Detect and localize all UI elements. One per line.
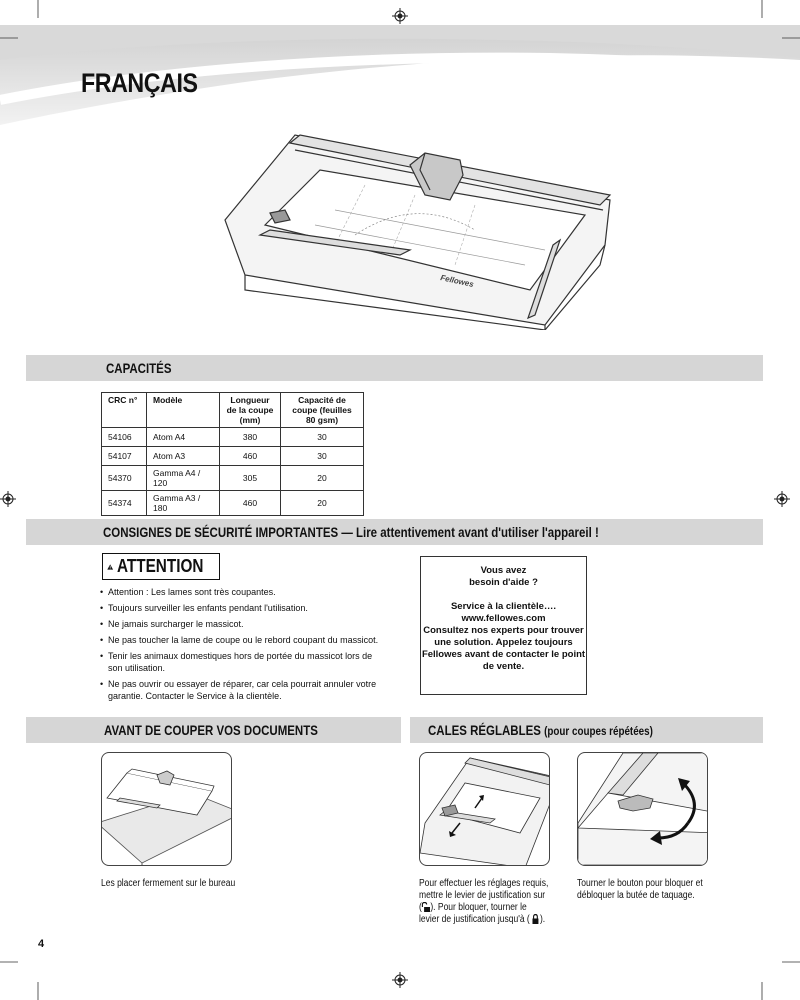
adjustable-stops-title-main: CALES RÉGLABLES [428, 722, 541, 738]
desk-image [101, 752, 232, 866]
safety-section-header [26, 519, 763, 545]
lock-knob-illustration [578, 753, 707, 865]
adjustable-stops-title [428, 722, 653, 738]
table-cell: Atom A4 [147, 428, 220, 447]
table-cell: 30 [281, 428, 364, 447]
adjustable-stops-header [410, 717, 763, 743]
lever-caption [419, 878, 564, 926]
list-item: • Ne jamais surcharger le massicot. [100, 618, 380, 630]
before-cutting-header [26, 717, 401, 743]
table-cell: 20 [281, 466, 364, 491]
table-row [102, 447, 364, 466]
help-text: de vente. [482, 661, 525, 672]
help-text: Service à la clientèle…. [450, 601, 557, 612]
help-text: Fellowes avant de contacter le point [421, 649, 586, 660]
page-number: 4 [38, 938, 45, 950]
registration-mark-icon [392, 8, 408, 24]
table-header: Longueur de la coupe (mm) [220, 393, 281, 428]
adjustable-stops-title-sub: (pour coupes répétées) [544, 724, 653, 738]
table-row [102, 491, 364, 516]
table-header-row [102, 393, 364, 428]
caption-line: mettre le levier de justification sur [419, 890, 546, 901]
trimmer-illustration [215, 125, 620, 330]
capacity-section-header [26, 355, 763, 381]
trimmer-on-desk-illustration [102, 753, 231, 865]
caption-line: Tourner le bouton pour bloquer et [577, 878, 703, 889]
table-cell: 54106 [102, 428, 147, 447]
table-cell: 54374 [102, 491, 147, 516]
table-row [102, 428, 364, 447]
safety-list [100, 586, 380, 706]
table-cell: 380 [220, 428, 281, 447]
caption-line-text: levier de justification jusqu'à ( [419, 914, 530, 925]
table-header: Modèle [147, 393, 220, 428]
table-header: Capacité de coupe (feuilles 80 gsm) [281, 393, 364, 428]
help-link[interactable]: www.fellowes.com [461, 613, 546, 624]
caption-line-text: ). Pour bloquer, tourner le [430, 902, 527, 913]
help-box [420, 556, 587, 695]
registration-mark-icon [0, 491, 16, 507]
before-cutting-caption: Les placer fermement sur le bureau [101, 878, 236, 889]
crop-marks [0, 960, 800, 1000]
caption-line: Pour effectuer les réglages requis, [419, 878, 549, 889]
brand-logo: Fellowes [439, 273, 475, 289]
capacity-table [101, 392, 364, 516]
table-cell: 30 [281, 447, 364, 466]
list-item: • Attention : Les lames sont très coupantes. [100, 586, 380, 598]
knob-caption [577, 878, 722, 902]
caption-line: ( ). Pour bloquer, tourner le [419, 902, 527, 913]
capacity-section-title: CAPACITÉS [106, 360, 172, 376]
table-cell: 54107 [102, 447, 147, 466]
list-item: • Ne pas toucher la lame de coupe ou le rebord coupant du massicot. [100, 634, 380, 646]
help-heading: Vous avez [480, 565, 527, 576]
table-row [102, 466, 364, 491]
knob-image [577, 752, 708, 866]
table-cell: 20 [281, 491, 364, 516]
list-item: • Tenir les animaux domestiques hors de portée du massicot lors de son utilisation. [100, 650, 380, 674]
attention-label [102, 553, 220, 580]
lever-image [419, 752, 550, 866]
table-cell: Gamma A4 / 120 [147, 466, 220, 491]
table-cell: 460 [220, 447, 281, 466]
help-heading: besoin d'aide ? [469, 577, 538, 588]
table-cell: Gamma A3 / 180 [147, 491, 220, 516]
table-cell: Atom A3 [147, 447, 220, 466]
table-header: CRC n° [102, 393, 147, 428]
page-title: FRANÇAIS [81, 68, 198, 98]
table-cell: 305 [220, 466, 281, 491]
caption-line-text: ). [539, 914, 546, 925]
warning-icon [107, 557, 113, 577]
table-cell: 460 [220, 491, 281, 516]
attention-text: ATTENTION [117, 556, 204, 576]
list-item: • Toujours surveiller les enfants pendant l'utilisation. [100, 602, 380, 614]
safety-section-title: CONSIGNES DE SÉCURITÉ IMPORTANTES — Lire attentivement avant d'utiliser l'appareil ! [103, 524, 599, 540]
justification-lever-illustration [420, 753, 549, 865]
help-text: une solution. Appelez toujours [434, 637, 573, 648]
before-cutting-title: AVANT DE COUPER VOS DOCUMENTS [104, 722, 318, 738]
table-cell: 54370 [102, 466, 147, 491]
registration-mark-icon [774, 491, 790, 507]
caption-line: débloquer la butée de taquage. [577, 890, 695, 901]
list-item: • Ne pas ouvrir ou essayer de réparer, car cela pourrait annuler votre garantie. Contacter le Service à la clientèle. [100, 678, 380, 702]
help-text: Consultez nos experts pour trouver [423, 625, 584, 636]
caption-line [419, 914, 564, 926]
lock-icon [531, 914, 540, 924]
